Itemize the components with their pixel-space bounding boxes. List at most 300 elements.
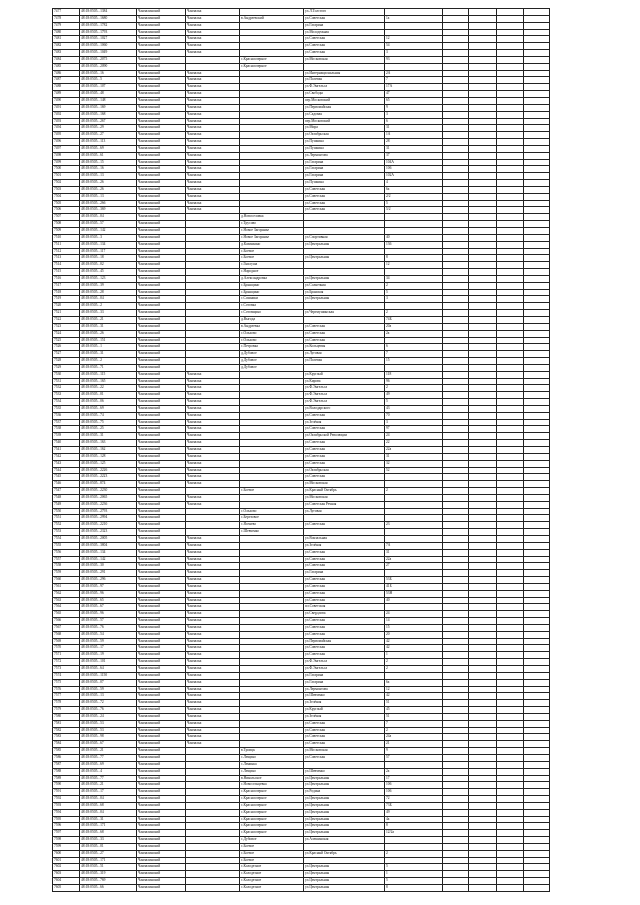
district-cell: Чанчалинский <box>137 214 186 221</box>
street-cell: ул.Октябрьская <box>304 132 385 139</box>
extra-3-cell <box>497 200 524 207</box>
extra-3-cell <box>497 474 524 481</box>
extra-2-cell <box>469 77 497 84</box>
extra-4-cell <box>524 659 550 666</box>
street-cell: ул.Центральная <box>304 864 385 871</box>
settlement-cell: с.Красноозерное <box>240 796 304 803</box>
street-cell: ул.Алешинская <box>304 837 385 844</box>
street-cell: ул.Ф.Энгельса <box>304 666 385 673</box>
row-number-cell: 7594 <box>53 809 80 816</box>
extra-2-cell <box>469 275 497 282</box>
locality-cell <box>186 234 240 241</box>
extra-1-cell <box>443 310 469 317</box>
locality-cell <box>186 296 240 303</box>
extra-4-cell <box>524 843 550 850</box>
cadastral-number-cell: 48:18:0505...66 <box>80 885 137 892</box>
table-row <box>53 488 550 495</box>
settlement-cell: с.Брянщино <box>240 289 304 296</box>
house-number-cell: 6а <box>385 186 443 193</box>
settlement-cell <box>240 77 304 84</box>
row-number-cell: 7533 <box>53 392 80 399</box>
table-row <box>53 666 550 673</box>
locality-cell: Чанчалка <box>186 378 240 385</box>
row-number-cell: 7483 <box>53 50 80 57</box>
extra-3-cell <box>497 727 524 734</box>
street-cell <box>304 529 385 536</box>
extra-1-cell <box>443 501 469 508</box>
locality-cell <box>186 364 240 371</box>
street-cell: ул.Советская <box>304 447 385 454</box>
extra-2-cell <box>469 180 497 187</box>
locality-cell <box>186 337 240 344</box>
extra-4-cell <box>524 686 550 693</box>
locality-cell <box>186 214 240 221</box>
settlement-cell <box>240 707 304 714</box>
extra-3-cell <box>497 248 524 255</box>
district-cell: Чанчалинский <box>137 542 186 549</box>
street-cell: ул.Луговая <box>304 508 385 515</box>
street-cell: ул.Советская <box>304 453 385 460</box>
cadastral-number-cell: 48:18:0505...97 <box>80 583 137 590</box>
table-row <box>53 453 550 460</box>
street-cell: ул.Гагарина <box>304 159 385 166</box>
cadastral-number-cell: 48:18:0505...33 <box>80 310 137 317</box>
cadastral-number-cell: 48:18:0505...267 <box>80 118 137 125</box>
row-number-cell: 7553 <box>53 529 80 536</box>
table-row <box>53 282 550 289</box>
street-cell <box>304 63 385 70</box>
row-number-cell: 7572 <box>53 659 80 666</box>
extra-1-cell <box>443 337 469 344</box>
house-number-cell: 8 <box>385 823 443 830</box>
cadastral-number-cell: 48:18:0505...171 <box>80 857 137 864</box>
extra-1-cell <box>443 36 469 43</box>
settlement-cell: с.Красноозерное <box>240 809 304 816</box>
house-number-cell: 5 <box>385 878 443 885</box>
district-cell: Чанчалинский <box>137 666 186 673</box>
cadastral-number-cell: 48:18:0505...26 <box>80 186 137 193</box>
settlement-cell <box>240 679 304 686</box>
cadastral-number-cell: 48:18:0505...2236 <box>80 501 137 508</box>
district-cell: Чанчалинский <box>137 159 186 166</box>
locality-cell: Чанчалка <box>186 433 240 440</box>
extra-3-cell <box>497 15 524 22</box>
extra-3-cell <box>497 878 524 885</box>
district-cell: Чанчалинский <box>137 269 186 276</box>
extra-4-cell <box>524 672 550 679</box>
extra-3-cell <box>497 159 524 166</box>
locality-cell: Чанчалка <box>186 453 240 460</box>
settlement-cell: с.Красноозерное <box>240 802 304 809</box>
row-number-cell: 7513 <box>53 255 80 262</box>
locality-cell: Чанчалка <box>186 36 240 43</box>
district-cell: Чанчалинский <box>137 741 186 748</box>
extra-2-cell <box>469 173 497 180</box>
extra-2-cell <box>469 310 497 317</box>
settlement-cell <box>240 186 304 193</box>
extra-2-cell <box>469 460 497 467</box>
extra-4-cell <box>524 207 550 214</box>
table-row <box>53 118 550 125</box>
extra-1-cell <box>443 631 469 638</box>
extra-1-cell <box>443 488 469 495</box>
extra-3-cell <box>497 707 524 714</box>
extra-3-cell <box>497 522 524 529</box>
row-number-cell: 7550 <box>53 508 80 515</box>
district-cell: Чанчалинский <box>137 77 186 84</box>
cadastral-number-cell: 48:18:0505...02 <box>80 262 137 269</box>
settlement-cell <box>240 597 304 604</box>
table-row <box>53 741 550 748</box>
table-row <box>53 316 550 323</box>
table-row <box>53 583 550 590</box>
street-cell: ул.Центральная <box>304 775 385 782</box>
settlement-cell <box>240 145 304 152</box>
settlement-cell <box>240 193 304 200</box>
row-number-cell: 7590 <box>53 782 80 789</box>
extra-3-cell <box>497 29 524 36</box>
house-number-cell: 17А <box>385 84 443 91</box>
cadastral-number-cell: 48:18:0505...142 <box>80 228 137 235</box>
settlement-cell <box>240 624 304 631</box>
table-row <box>53 139 550 146</box>
extra-3-cell <box>497 624 524 631</box>
table-row <box>53 125 550 132</box>
house-number-cell: 9 <box>385 104 443 111</box>
settlement-cell <box>240 173 304 180</box>
table-row <box>53 508 550 515</box>
extra-2-cell <box>469 577 497 584</box>
locality-cell <box>186 802 240 809</box>
cadastral-number-cell: 48:18:0505...5 <box>80 77 137 84</box>
row-number-cell: 7521 <box>53 310 80 317</box>
extra-3-cell <box>497 542 524 549</box>
extra-3-cell <box>497 337 524 344</box>
cadastral-number-cell: 48:18:0505...123 <box>80 275 137 282</box>
table-row <box>53 63 550 70</box>
street-cell: ул.Зелёная <box>304 700 385 707</box>
street-cell: ул.Гагарина <box>304 679 385 686</box>
cadastral-number-cell: 48:18:0505...2323 <box>80 529 137 536</box>
row-number-cell: 7544 <box>53 467 80 474</box>
row-number-cell: 7523 <box>53 323 80 330</box>
row-number-cell: 7502 <box>53 180 80 187</box>
extra-4-cell <box>524 741 550 748</box>
cadastral-number-cell: 48:18:0505...266 <box>80 200 137 207</box>
table-row <box>53 152 550 159</box>
district-cell: Чанчалинский <box>137 419 186 426</box>
extra-1-cell <box>443 275 469 282</box>
district-cell: Чанчалинский <box>137 364 186 371</box>
extra-3-cell <box>497 399 524 406</box>
settlement-cell <box>240 104 304 111</box>
row-number-cell: 7520 <box>53 303 80 310</box>
settlement-cell: с.Ясенево <box>240 522 304 529</box>
district-cell: Чанчалинский <box>137 392 186 399</box>
extra-2-cell <box>469 809 497 816</box>
extra-1-cell <box>443 720 469 727</box>
house-number-cell: 8 <box>385 885 443 892</box>
extra-4-cell <box>524 522 550 529</box>
extra-2-cell <box>469 529 497 536</box>
cadastral-number-cell: 48:18:0505...134 <box>80 241 137 248</box>
settlement-cell <box>240 399 304 406</box>
district-cell: Чанчалинский <box>137 344 186 351</box>
street-cell: ул.Центральная <box>304 885 385 892</box>
extra-1-cell <box>443 399 469 406</box>
extra-2-cell <box>469 43 497 50</box>
extra-2-cell <box>469 104 497 111</box>
house-number-cell: 118 <box>385 371 443 378</box>
house-number-cell: 34 <box>385 275 443 282</box>
street-cell: ул.Советская <box>304 556 385 563</box>
cadastral-number-cell: 48:18:0505...13 <box>80 193 137 200</box>
district-cell: Чанчалинский <box>137 330 186 337</box>
locality-cell: Чанчалка <box>186 166 240 173</box>
house-number-cell <box>385 474 443 481</box>
extra-4-cell <box>524 186 550 193</box>
extra-2-cell <box>469 358 497 365</box>
table-row <box>53 378 550 385</box>
extra-2-cell <box>469 789 497 796</box>
row-number-cell: 7534 <box>53 399 80 406</box>
extra-2-cell <box>469 84 497 91</box>
street-cell: ул.Лермонтова <box>304 686 385 693</box>
settlement-cell: с.Шевченко <box>240 529 304 536</box>
locality-cell: Чанчалка <box>186 440 240 447</box>
street-cell <box>304 214 385 221</box>
street-cell: ул.Луговая <box>304 351 385 358</box>
table-row <box>53 412 550 419</box>
row-number-cell: 7518 <box>53 289 80 296</box>
locality-cell <box>186 768 240 775</box>
extra-2-cell <box>469 392 497 399</box>
extra-3-cell <box>497 104 524 111</box>
locality-cell: Чанчалка <box>186 542 240 549</box>
row-number-cell: 7530 <box>53 371 80 378</box>
extra-2-cell <box>469 830 497 837</box>
extra-3-cell <box>497 193 524 200</box>
settlement-cell <box>240 460 304 467</box>
table-row <box>53 9 550 16</box>
row-number-cell: 7604 <box>53 878 80 885</box>
cadastral-number-cell: 48:18:0505...1060 <box>80 43 137 50</box>
district-cell: Чанчалинский <box>137 843 186 850</box>
extra-4-cell <box>524 426 550 433</box>
house-number-cell: 28 <box>385 139 443 146</box>
table-row <box>53 56 550 63</box>
table-row <box>53 481 550 488</box>
extra-2-cell <box>469 604 497 611</box>
extra-3-cell <box>497 282 524 289</box>
settlement-cell: с.Новое Загорянье <box>240 234 304 241</box>
extra-2-cell <box>469 666 497 673</box>
table-row <box>53 843 550 850</box>
district-cell: Чанчалинский <box>137 604 186 611</box>
extra-4-cell <box>524 515 550 522</box>
cadastral-number-cell: 48:18:0505...76 <box>80 624 137 631</box>
locality-cell <box>186 221 240 228</box>
extra-1-cell <box>443 426 469 433</box>
table-row <box>53 460 550 467</box>
house-number-cell: 12 <box>385 36 443 43</box>
extra-4-cell <box>524 693 550 700</box>
extra-4-cell <box>524 9 550 16</box>
locality-cell <box>186 316 240 323</box>
row-number-cell: 7575 <box>53 679 80 686</box>
house-number-cell: 6 <box>385 118 443 125</box>
extra-4-cell <box>524 440 550 447</box>
locality-cell: Чанчалка <box>186 583 240 590</box>
extra-1-cell <box>443 556 469 563</box>
house-number-cell: 12 <box>385 686 443 693</box>
street-cell: ул.Центральная <box>304 809 385 816</box>
table-row <box>53 84 550 91</box>
house-number-cell <box>385 63 443 70</box>
extra-3-cell <box>497 529 524 536</box>
house-number-cell: 24а <box>385 734 443 741</box>
house-number-cell: 7 <box>385 77 443 84</box>
district-cell: Чанчалинский <box>137 97 186 104</box>
extra-1-cell <box>443 522 469 529</box>
row-number-cell: 7480 <box>53 29 80 36</box>
table-row <box>53 433 550 440</box>
table-row <box>53 323 550 330</box>
extra-1-cell <box>443 686 469 693</box>
extra-2-cell <box>469 782 497 789</box>
extra-1-cell <box>443 823 469 830</box>
district-cell: Чанчалинский <box>137 166 186 173</box>
extra-3-cell <box>497 864 524 871</box>
table-row <box>53 405 550 412</box>
district-cell: Чанчалинский <box>137 36 186 43</box>
street-cell: ул.Советская <box>304 522 385 529</box>
district-cell: Чанчалинский <box>137 494 186 501</box>
locality-cell: Чанчалка <box>186 412 240 419</box>
table-row <box>53 255 550 262</box>
street-cell: ул.Советская <box>304 15 385 22</box>
extra-2-cell <box>469 453 497 460</box>
cadastral-number-cell: 48:18:0505...162 <box>80 447 137 454</box>
table-row <box>53 399 550 406</box>
row-number-cell: 7597 <box>53 830 80 837</box>
cadastral-number-cell: 48:18:0505...96 <box>80 611 137 618</box>
house-number-cell: 2 <box>385 282 443 289</box>
row-number-cell: 7591 <box>53 789 80 796</box>
house-number-cell: 3 <box>385 419 443 426</box>
settlement-cell <box>240 152 304 159</box>
row-number-cell: 7540 <box>53 440 80 447</box>
extra-3-cell <box>497 611 524 618</box>
settlement-cell <box>240 453 304 460</box>
extra-4-cell <box>524 488 550 495</box>
locality-cell: Чанчалка <box>186 597 240 604</box>
locality-cell: Чанчалка <box>186 659 240 666</box>
cadastral-number-cell: 48:18:0505...2226 <box>80 467 137 474</box>
extra-4-cell <box>524 885 550 892</box>
row-number-cell: 7488 <box>53 84 80 91</box>
extra-4-cell <box>524 864 550 871</box>
extra-2-cell <box>469 296 497 303</box>
cadastral-number-cell: 48:18:0505...169 <box>80 104 137 111</box>
row-number-cell: 7584 <box>53 741 80 748</box>
house-number-cell: 96 <box>385 378 443 385</box>
settlement-cell: д.Александровка <box>240 275 304 282</box>
extra-1-cell <box>443 221 469 228</box>
cadastral-number-cell: 48:18:0505...07 <box>80 679 137 686</box>
row-number-cell: 7543 <box>53 460 80 467</box>
locality-cell: Чанчалка <box>186 645 240 652</box>
locality-cell <box>186 262 240 269</box>
house-number-cell <box>385 22 443 29</box>
table-row <box>53 748 550 755</box>
locality-cell: Чанчалка <box>186 604 240 611</box>
house-number-cell: 3 <box>385 296 443 303</box>
street-cell: ул.Круглый <box>304 371 385 378</box>
row-number-cell: 7576 <box>53 686 80 693</box>
table-row <box>53 269 550 276</box>
table-row <box>53 159 550 166</box>
locality-cell: Чанчалка <box>186 494 240 501</box>
settlement-cell <box>240 159 304 166</box>
district-cell: Чанчалинский <box>137 474 186 481</box>
extra-3-cell <box>497 467 524 474</box>
street-cell <box>304 515 385 522</box>
extra-3-cell <box>497 816 524 823</box>
extra-4-cell <box>524 344 550 351</box>
extra-2-cell <box>469 426 497 433</box>
extra-3-cell <box>497 775 524 782</box>
extra-4-cell <box>524 460 550 467</box>
table-row <box>53 97 550 104</box>
extra-4-cell <box>524 358 550 365</box>
table-row <box>53 221 550 228</box>
extra-2-cell <box>469 481 497 488</box>
street-cell: ул.Свободы <box>304 91 385 98</box>
cadastral-number-cell: 48:18:0505...369 <box>80 207 137 214</box>
extra-3-cell <box>497 255 524 262</box>
cadastral-number-cell: 48:18:0505...51 <box>80 864 137 871</box>
extra-4-cell <box>524 166 550 173</box>
extra-3-cell <box>497 207 524 214</box>
extra-1-cell <box>443 214 469 221</box>
table-row <box>53 337 550 344</box>
settlement-cell: с.Лещино <box>240 768 304 775</box>
table-row <box>53 857 550 864</box>
extra-1-cell <box>443 570 469 577</box>
locality-cell: Чанчалка <box>186 481 240 488</box>
extra-4-cell <box>524 624 550 631</box>
table-row <box>53 91 550 98</box>
extra-4-cell <box>524 549 550 556</box>
house-number-cell: 12 <box>385 262 443 269</box>
row-number-cell: 7526 <box>53 344 80 351</box>
locality-cell <box>186 857 240 864</box>
row-number-cell: 7578 <box>53 700 80 707</box>
cadastral-number-cell: 48:18:0505...165 <box>80 378 137 385</box>
street-cell: ул.Советская <box>304 597 385 604</box>
district-cell: Чанчалинский <box>137 228 186 235</box>
settlement-cell <box>240 447 304 454</box>
row-number-cell: 7551 <box>53 515 80 522</box>
settlement-cell <box>240 139 304 146</box>
settlement-cell <box>240 180 304 187</box>
extra-4-cell <box>524 63 550 70</box>
table-row <box>53 70 550 77</box>
street-cell: ул.Советская <box>304 207 385 214</box>
extra-2-cell <box>469 186 497 193</box>
extra-2-cell <box>469 50 497 57</box>
